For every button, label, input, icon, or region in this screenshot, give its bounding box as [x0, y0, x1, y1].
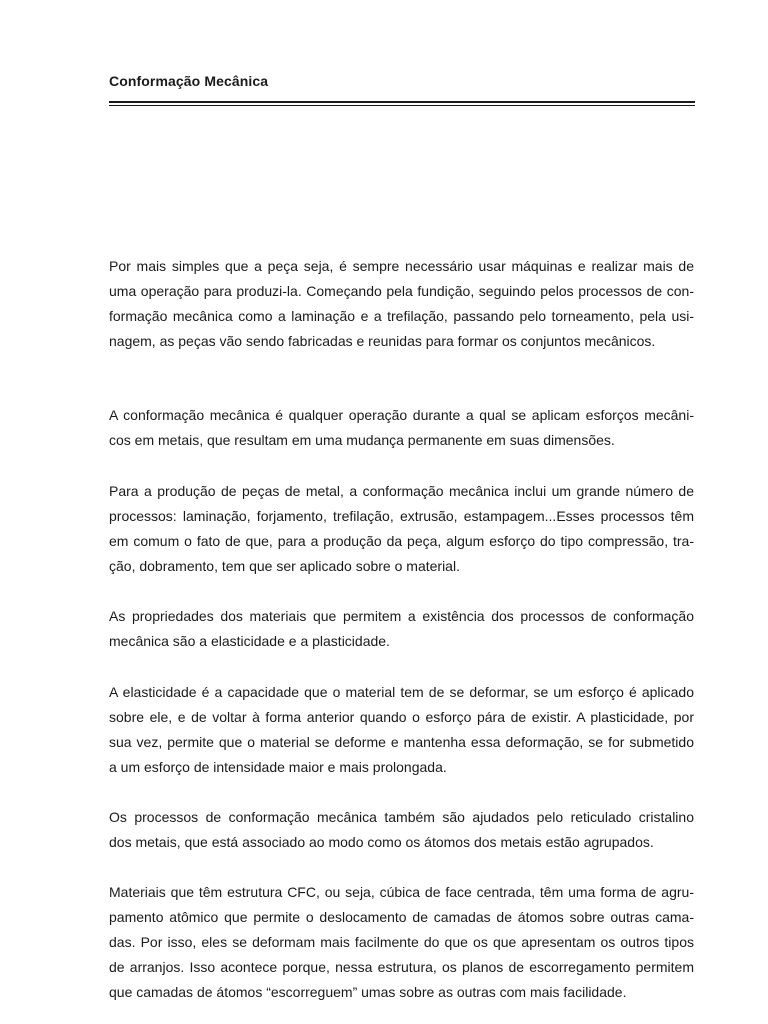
paragraph: [109, 604, 694, 654]
text-line: Para a produção de peças de metal, a conformação mecânica inclui um grande número de: [109, 483, 694, 499]
text-line: em comum o fato de que, para a produção da peça, algum esforço do tipo compressão, tra-: [109, 533, 694, 549]
text-line: A conformação mecânica é qualquer operação durante a qual se aplicam esforços mecâni-: [109, 407, 694, 423]
text-line: As propriedades dos materiais que permitem a existência dos processos de conformação: [109, 608, 694, 624]
paragraph: [109, 254, 694, 354]
text-line: ção, dobramento, tem que ser aplicado sobre o material.: [109, 558, 460, 574]
text-line: mecânica são a elasticidade e a plasticidade.: [109, 633, 390, 649]
paragraph: [109, 479, 694, 579]
text-line: Por mais simples que a peça seja, é sempre necessário usar máquinas e realizar mais de: [109, 258, 694, 274]
text-line: das. Por isso, eles se deformam mais facilmente do que os que apresentam os outros tipos: [109, 934, 694, 950]
text-line: A elasticidade é a capacidade que o material tem de se deformar, se um esforço é aplicado: [109, 684, 694, 700]
text-line: uma operação para produzi-la. Começando pela fundição, seguindo pelos processos de con-: [109, 283, 694, 299]
text-line: formação mecânica como a laminação e a trefilação, passando pelo torneamento, pela usi-: [109, 308, 694, 324]
text-line: sua vez, permite que o material se deforme e mantenha essa deformação, se for submetido: [109, 734, 694, 750]
paragraph: [109, 805, 694, 855]
text-line: de arranjos. Isso acontece porque, nessa estrutura, os planos de escorregamento permitem: [109, 959, 694, 975]
text-line: cos em metais, que resultam em uma mudança permanente em suas dimensões.: [109, 432, 615, 448]
text-line: Materiais que têm estrutura CFC, ou seja, cúbica de face centrada, têm uma forma de agru-: [109, 884, 694, 900]
paragraph: [109, 680, 694, 780]
text-line: a um esforço de intensidade maior e mais prolongada.: [109, 759, 447, 775]
text-line: pamento atômico que permite o deslocamento de camadas de átomos sobre outras cama-: [109, 909, 694, 925]
paragraph: [109, 403, 694, 453]
text-line: nagem, as peças vão sendo fabricadas e reunidas para formar os conjuntos mecânicos.: [109, 333, 656, 349]
text-line: sobre ele, e de voltar à forma anterior quando o esforço pára de existir. A plasticidade, por: [109, 709, 694, 725]
text-line: Os processos de conformação mecânica também são ajudados pelo reticulado cristalino: [109, 809, 694, 825]
page-title: Conformação Mecânica: [109, 73, 269, 89]
text-line: que camadas de átomos “escorreguem” umas sobre as outras com mais facilidade.: [109, 984, 627, 1000]
text-line: dos metais, que está associado ao modo como os átomos dos metais estão agrupados.: [109, 834, 654, 850]
header-rule-thin: [109, 105, 695, 106]
paragraph: [109, 880, 694, 1005]
text-line: processos: laminação, forjamento, trefilação, extrusão, estampagem...Esses processos têm: [109, 508, 694, 524]
header-rule-thick: [109, 101, 695, 103]
